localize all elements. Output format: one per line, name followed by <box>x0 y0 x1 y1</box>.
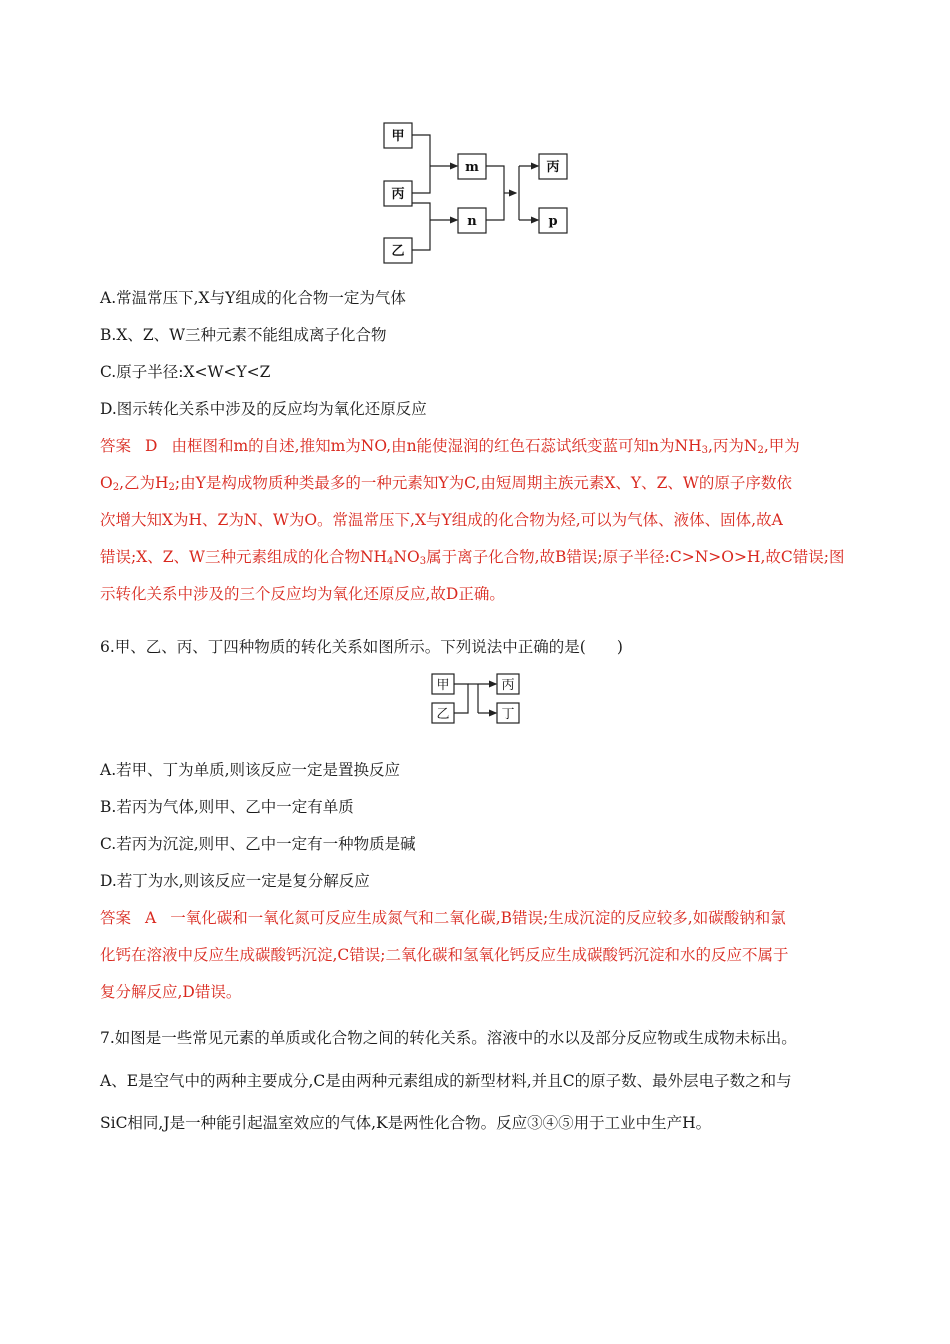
q6-ans-text: 一氧化碳和一氧化氮可反应生成氮气和二氧化碳,B错误;生成沉淀的反应较多,如碳酸钠和氯 <box>170 909 786 927</box>
connector-bing-yi <box>412 203 430 250</box>
q5-ans-text: ,甲为 <box>763 437 800 455</box>
q5-ans-text: ,丙为N <box>708 437 758 455</box>
q5-option-d: D.图示转化关系中涉及的反应均为氧化还原反应 <box>100 400 427 418</box>
q6-answer <box>100 900 852 1011</box>
q5-ans-text: 错误;X、Z、W三种元素组成的化合物NH <box>100 548 388 566</box>
subscript: 2 <box>112 482 120 493</box>
q6-answer-line-1 <box>100 900 852 937</box>
subscript: 4 <box>387 556 394 567</box>
q6-label-ding: 丁 <box>501 707 515 722</box>
reaction-flow-diagram <box>380 120 580 265</box>
q5-answer <box>100 428 852 613</box>
q7-line-1: 7.如图是一些常见元素的单质或化合物之间的转化关系。溶液中的水以及部分反应物或生成物未标出。 <box>100 1029 797 1047</box>
q6-option-c: C.若丙为沉淀,则甲、乙中一定有一种物质是碱 <box>100 835 416 853</box>
q6-option-d: D.若丁为水,则该反应一定是复分解反应 <box>100 872 370 890</box>
q6-option-a: A.若甲、丁为单质,则该反应一定是置换反应 <box>100 761 401 779</box>
q5-ans-text: 属于离子化合物,故B错误;原子半径:C>N>O>H,故C错误;图 <box>426 548 845 566</box>
q5-answer-line-3: 次增大知X为H、Z为N、W为O。常温常压下,X与Y组成的化合物为烃,可以为气体、液体、固体,故A <box>100 511 783 529</box>
subscript: 3 <box>701 445 708 456</box>
q6-stem: 6.甲、乙、丙、丁四种物质的转化关系如图所示。下列说法中正确的是( ) <box>100 638 623 656</box>
q5-answer-line-5: 示转化关系中涉及的三个反应均为氧化还原反应,故D正确。 <box>100 585 505 603</box>
subscript: 3 <box>419 556 427 567</box>
q6-label-bing: 丙 <box>501 678 515 693</box>
q6-diagram <box>430 670 525 728</box>
answer-letter: A <box>145 909 157 927</box>
q5-answer-line-4 <box>100 539 852 576</box>
answer-letter: D <box>145 437 158 455</box>
label-yi: 乙 <box>391 244 405 259</box>
label-n: n <box>467 214 477 229</box>
connector-jia-bing <box>412 135 430 193</box>
q5-option-a: A.常温常压下,X与Y组成的化合物一定为气体 <box>100 289 406 307</box>
q5-ans-text: ,乙为H <box>119 474 169 492</box>
q7-line-2: A、E是空气中的两种主要成分,C是由两种元素组成的新型材料,并且C的原子数、最外层电子数之和与 <box>100 1072 792 1090</box>
label-m: m <box>465 160 479 175</box>
answer-tag: 答案 <box>100 909 132 927</box>
q6-answer-line-3: 复分解反应,D错误。 <box>100 983 242 1001</box>
q5-ans-text: NO <box>393 548 420 566</box>
q6-answer-line-2: 化钙在溶液中反应生成碳酸钙沉淀,C错误;二氧化碳和氢氧化钙反应生成碳酸钙沉淀和水的反应不属于 <box>100 946 789 964</box>
q6-label-yi: 乙 <box>436 707 450 722</box>
subscript: 2 <box>757 445 764 456</box>
label-jia: 甲 <box>391 129 405 144</box>
q5-option-b: B.X、Z、W三种元素不能组成离子化合物 <box>100 326 387 344</box>
q5-ans-text: 由框图和m的自述,推知m为NO,由n能使湿润的红色石蕊试纸变蓝可知n为NH <box>171 437 702 455</box>
subscript: 2 <box>168 482 175 493</box>
label-bing-right: 丙 <box>546 160 560 175</box>
q5-option-c: C.原子半径:X<W<Y<Z <box>100 363 271 381</box>
q6-option-b: B.若丙为气体,则甲、乙中一定有单质 <box>100 798 354 816</box>
q5-ans-text: O <box>100 474 113 492</box>
q5-answer-line-2 <box>100 465 852 502</box>
q5-ans-text: ;由Y是构成物质种类最多的一种元素知Y为C,由短周期主族元素X、Y、Z、W的原子序数依 <box>174 474 792 492</box>
q6-connector-left <box>454 684 468 713</box>
q7-line-3: SiC相同,J是一种能引起温室效应的气体,K是两性化合物。反应③④⑤用于工业中生产H。 <box>100 1114 712 1132</box>
answer-tag: 答案 <box>100 437 132 455</box>
connector-m-n <box>486 166 504 220</box>
label-p: p <box>548 214 558 229</box>
q6-label-jia: 甲 <box>436 678 450 693</box>
q5-answer-line-1 <box>100 428 852 465</box>
label-bing-left: 丙 <box>391 187 405 202</box>
